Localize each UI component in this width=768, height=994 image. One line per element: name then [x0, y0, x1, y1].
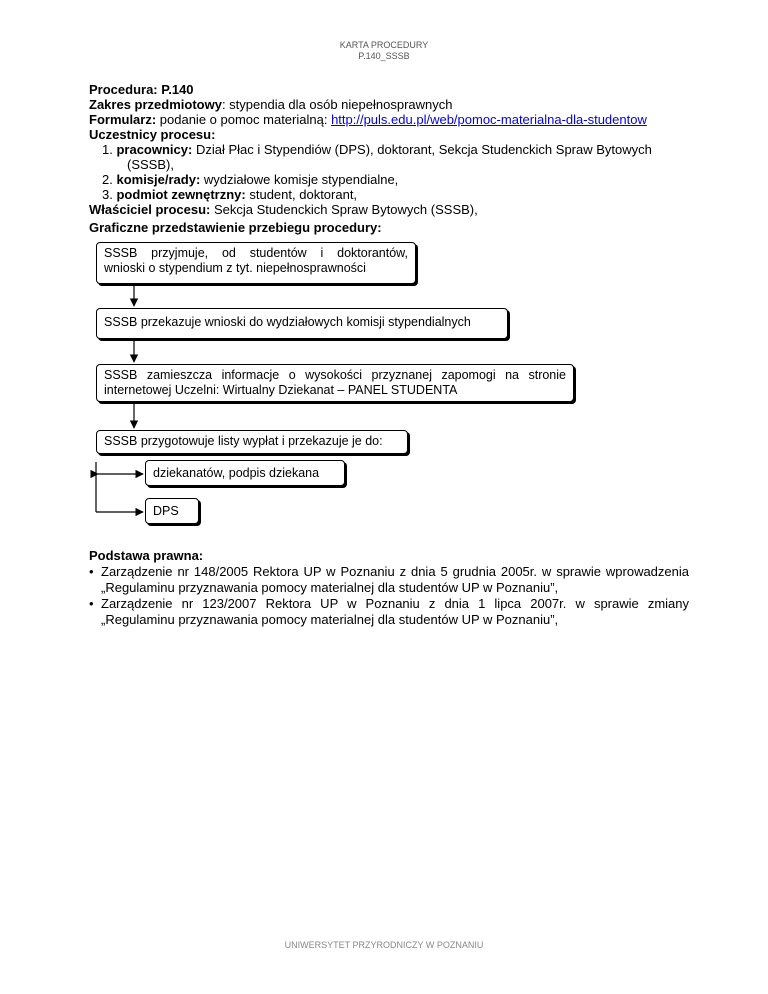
scope-label: Zakres przedmiotowy: [89, 97, 222, 112]
legal-title: Podstawa prawna:: [89, 548, 204, 563]
form-value: podanie o pomoc materialną:: [156, 112, 332, 127]
form-label: Formularz:: [89, 112, 157, 127]
flow-step-3-line2: internetowej Uczelni: Wirtualny Dziekanat – PANEL STUDENTA: [104, 383, 458, 397]
legal-item-2: • Zarządzenie nr 123/2007 Rektora UP w Poznaniu z dnia 1 lipca 2007r. w sprawie zmiany „Regulaminu przyznawania pomocy materialnej dla studentów UP w Poznaniu”,: [89, 596, 689, 628]
participant-1: 1. pracownicy: Dział Płac i Stypendiów (DPS), doktorant, Sekcja Studenckich Spraw Bytowych: [102, 142, 652, 157]
flow-title: Graficzne przedstawienie przebiegu procedury:: [89, 220, 382, 235]
participant-3: 3. podmiot zewnętrzny: student, doktorant,: [102, 187, 358, 202]
flow-step-6: DPS: [145, 498, 199, 524]
scope-value: : stypendia dla osób niepełnosprawnych: [221, 97, 453, 112]
form-link[interactable]: http://puls.edu.pl/web/pomoc-materialna-dla-studentow: [331, 112, 647, 127]
footer: UNIWERSYTET PRZYRODNICZY W POZNANIU: [284, 940, 484, 950]
participant-1-cont: (SSSB),: [127, 157, 174, 172]
flow-step-1-line2: wnioski o stypendium z tyt. niepełnosprawności: [104, 261, 366, 275]
legal-basis: [89, 548, 689, 628]
flow-step-2: SSSB przekazuje wnioski do wydziałowych komisji stypendialnych: [96, 308, 508, 339]
participants-label: Uczestnicy procesu:: [89, 127, 216, 142]
owner: Właściciel procesu: Sekcja Studenckich Spraw Bytowych (SSSB),: [89, 202, 478, 217]
participant-2: 2. komisje/rady: wydziałowe komisje stypendialne,: [102, 172, 399, 187]
flow-step-1: [96, 242, 416, 284]
flow-step-5: dziekanatów, podpis dziekana: [145, 460, 345, 486]
header-code: P.140_SSSB: [358, 51, 410, 61]
legal-item-1: • Zarządzenie nr 148/2005 Rektora UP w Poznaniu z dnia 5 grudnia 2005r. w sprawie wprowadzenia „Regulaminu przyznawania pomocy materialnej dla studentów UP w Poznaniu”,: [89, 564, 689, 596]
flow-step-1-line1: SSSB przyjmuje, od studentów i doktorantów,: [104, 246, 408, 260]
procedure-label: Procedura: P.140: [89, 82, 194, 97]
header-title: KARTA PROCEDURY: [339, 40, 429, 50]
flow-step-4: SSSB przygotowuje listy wypłat i przekazuje je do:: [96, 430, 408, 454]
flow-step-3: [96, 364, 574, 402]
flow-step-3-line1: SSSB zamieszcza informacje o wysokości przyznanej zapomogi na stronie: [104, 368, 566, 382]
